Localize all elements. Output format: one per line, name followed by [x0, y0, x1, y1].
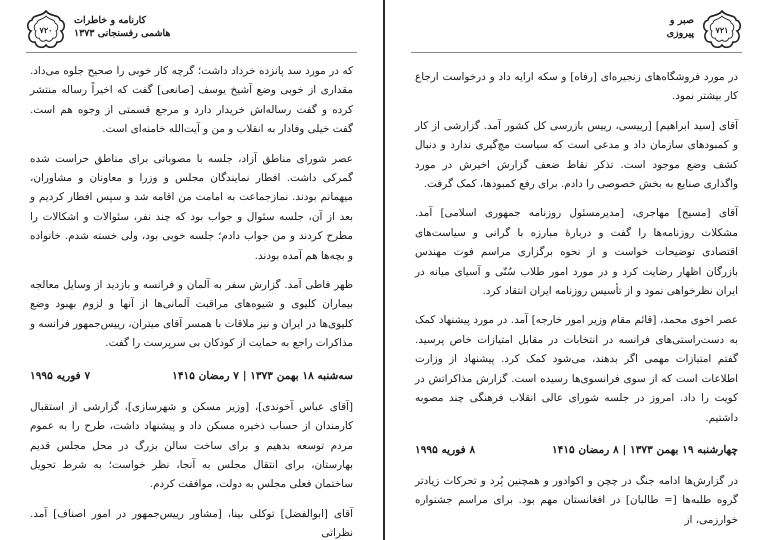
- paragraph: در گزارش‌ها ادامه جنگ در چچن و اکوادور و همچنین پُرد و تحرکات زیادتر گروه طلبه‌ها [= طالبان] در افغانستان مهم بود. برای مراسم جشنواره خوارزمی، از: [415, 474, 738, 526]
- page-ornament-icon: [26, 10, 66, 50]
- header-rule: [411, 52, 742, 53]
- right-page-header: [411, 10, 742, 50]
- date-gregorian: ۷ فوریه ۱۹۹۵: [30, 369, 91, 382]
- page-ornament-icon: [702, 10, 742, 50]
- date-heading: [30, 370, 353, 382]
- left-page-header: [26, 10, 357, 50]
- paragraph: [آقای عباس آخوندی]، [وزیر مسکن و شهرسازی]، گزارشی از استقبال کارمندان از حساب ذخیره مسکن داد و پیشنهاد داشت، طرح را به عموم مردم توسعه بدهیم و برای ساخت سالن بزرگ در محل مجلس قدیم بهارستان، برای انتقال مجلس به آنجا، نظر خواست؛ به شرط تحویل ساختمان فعلی مجلس به دولت، موافقت کردم.: [30, 400, 353, 491]
- paragraph: ظهر فاطی آمد. گزارش سفر به آلمان و فرانسه و بازدید از وسایل معالجه بیماران کلیوی و شیوه‌های مراقبت آلمانی‌ها از آنها و لزوم بهبود وضع کلیوی‌ها در ایران و نیز ملاقات با همسر آقای میتران، رییس‌جمهور فرانسه و مذاکرات راجع به حمایت از کودکان بی سرپرست را گفت.: [30, 279, 353, 350]
- paragraph: آقای [مسیح] مهاجری، [مدیرمسئول روزنامه جمهوری اسلامی] آمد. مشکلات روزنامه‌ها را گفت و دربارهٔ مبارزه با گرانی و سیاست‌های اقتصادی توضیحات خواست و از نحوه برگزاری مراسم فوت مهندس بازرگان اظهار رضایت کرد و در مورد امور طلاب سُنّی و آسیای میانه در ایران نظرخواهی نمود و از تأسیس روزنامه ایران انتقاد کرد.: [415, 207, 738, 298]
- right-page-body: [415, 68, 738, 540]
- paragraph: آقای [سید ابراهیم] [رییسی، رییس بازرسی کل کشور آمد. گزارشی از کار و کمبودهای سازمان داد و مدعی است که سیاست مچ‌گیری ندارد و دنبال کشف وضع موجود است. تذکر نقاط ضعف گزارش اخیرش در مورد واگذاری صنایع به بخش خصوصی را دادم. برای رفع کمبودها، کمک گرفت.: [415, 119, 738, 191]
- left-page: [0, 0, 383, 540]
- page-number: ۷۲۰: [39, 25, 53, 35]
- date-persian-hijri: چهارشنبه ۱۹ بهمن ۱۳۷۳ | ۸ رمضان ۱۴۱۵: [551, 443, 738, 456]
- left-page-body: [30, 62, 353, 540]
- header-line-2: پیروزی: [666, 28, 694, 39]
- date-gregorian: ۸ فوریه ۱۹۹۵: [415, 443, 476, 456]
- paragraph: عصر شورای مناطق آزاد، جلسه با مصوباتی برای مناطق حراست شده گمرکی داشت. افطار نمایندگان مجلس و وزرا و معاونان و مشاوران، میهمانم بودند. نمازجماعت به امامت من اقامه شد و سپس افطار کردیم و بعد از آن، جلسه سئوال و جواب بود که چند نفر، سئوالات و اشکالات را مطرح کردند و من جواب دادم؛ جلسه خوبی بود، ولی خسته شدم. خانواده و بچه‌ها هم آمده بودند.: [30, 152, 353, 262]
- running-header: [74, 14, 170, 40]
- header-line-2: هاشمی رفسنجانی ۱۳۷۳: [74, 28, 171, 39]
- paragraph: عصر اخوی محمد، [قائم مقام وزیر امور خارجه] آمد. در مورد پیشنهاد کمک به دست‌راستی‌های فرانسه در انتخابات در مقابل امتیازات خاص پرسید. گفتم امتیازات مهمی اگر بدهند، می‌شود کمک کرد. پیشنهاد از وزارت اطلاعات است که از سوی فرانسوی‌ها رسیده است. گزارش مذاکراتش در کویت را داد. امروز در جلسه شورای عالی انقلاب فرهنگی چند مصوبه داشتیم.: [415, 314, 738, 424]
- running-header: [667, 14, 694, 40]
- paragraph: که در مورد سد پانزده خرداد داشت؛ گرچه کار خوبی را صحیح جلوه می‌داد. مقداری از خوبی وضع آشیخ یوسف [صانعی] گفت که اخیراً رساله منتشر کرده و گفت رساله‌اش خریدار دارد و مرجع قسمتی از وجوه هم است. گفت خیلی وفادار به انقلاب و من و آیت‌الله خامنه‌ای است.: [30, 65, 353, 136]
- header-line-1: کارنامه و خاطرات: [74, 15, 147, 26]
- date-heading: [415, 444, 738, 456]
- paragraph: آقای [ابوالفضل] توکلی بینا، [مشاور رییس‌جمهور در امور اصناف] آمد. نظراتی: [30, 507, 353, 540]
- header-line-1: صبر و: [669, 15, 694, 26]
- header-rule: [26, 52, 357, 53]
- right-page: [385, 0, 768, 540]
- page-number: ۷۲۱: [715, 25, 729, 35]
- date-persian-hijri: سه‌شنبه ۱۸ بهمن ۱۳۷۳ | ۷ رمضان ۱۴۱۵: [172, 369, 353, 382]
- paragraph: در مورد فروشگاه‌های زنجیره‌ای [رفاه] و سکه ارایه داد و درخواست ارجاع کار بیشتر نمود.: [415, 71, 738, 103]
